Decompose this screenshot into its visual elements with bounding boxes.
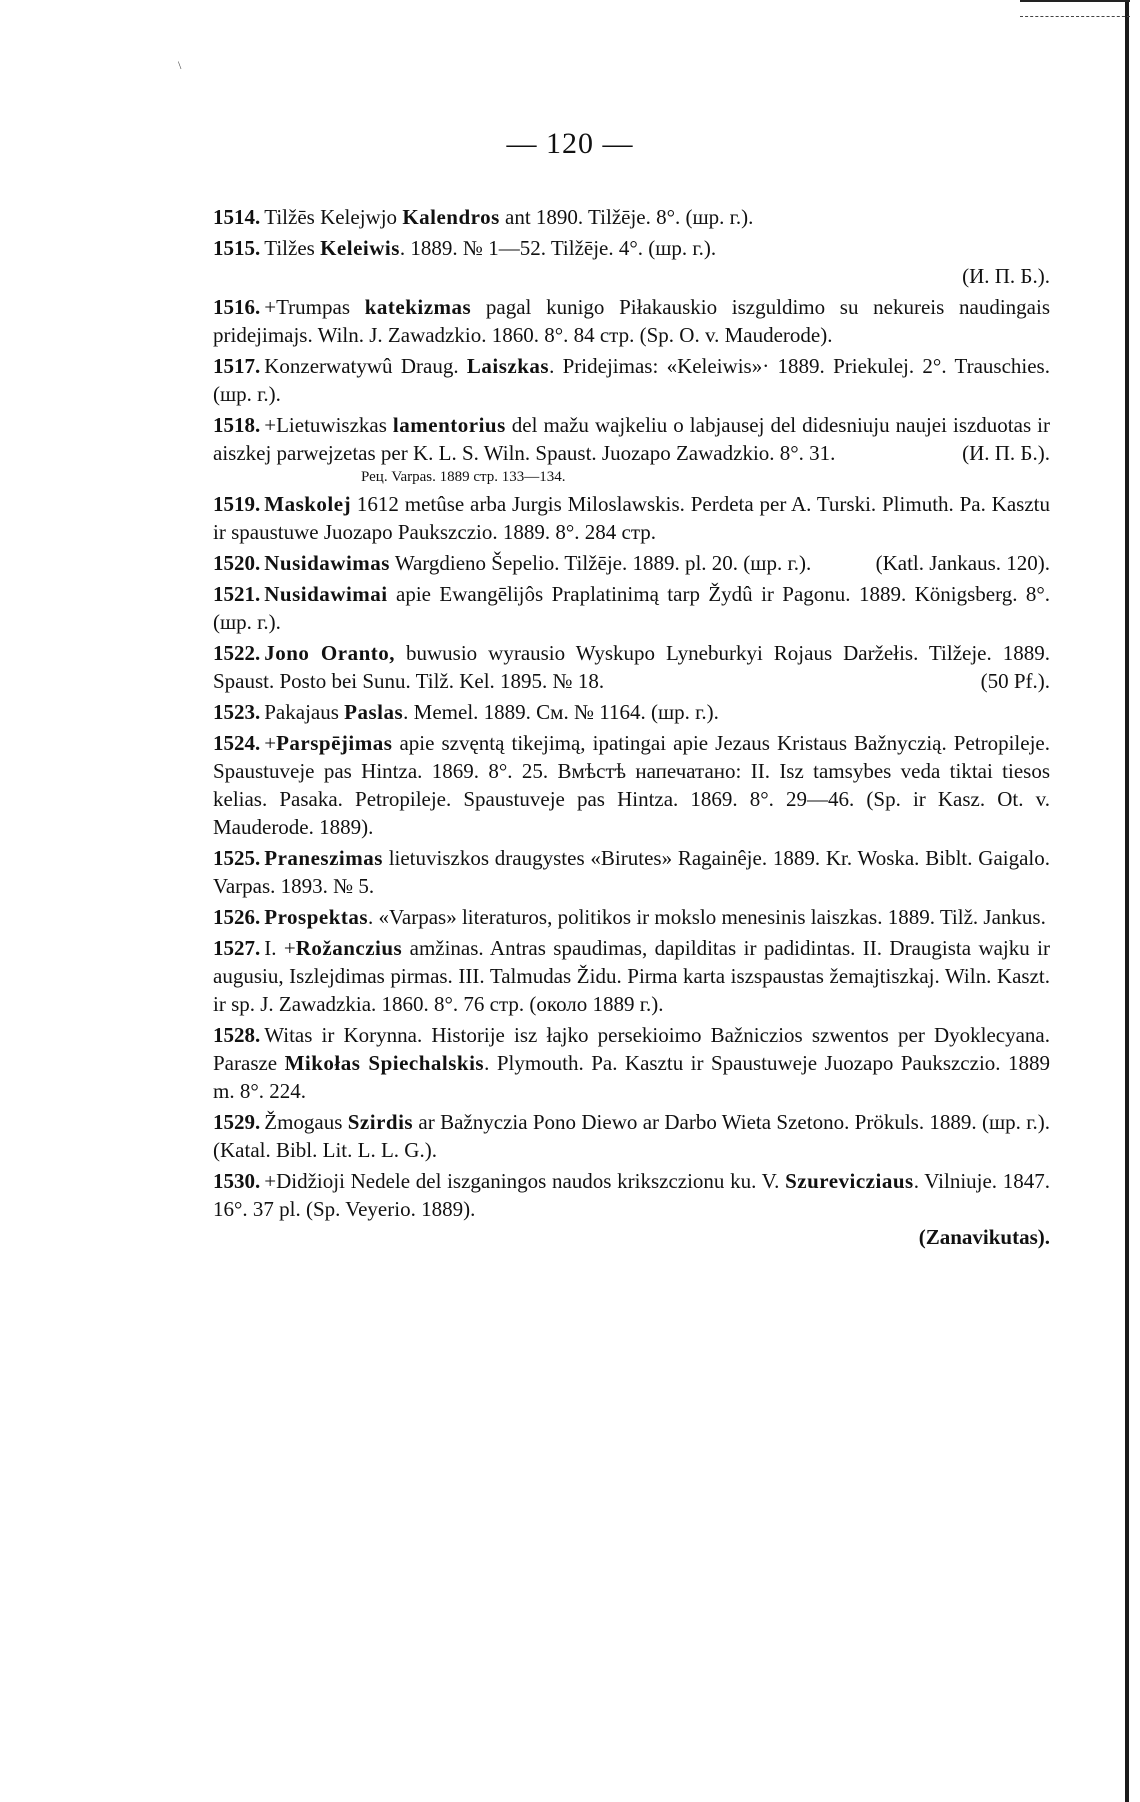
entry-keyword: Parspējimas — [276, 731, 393, 755]
stray-mark: \ — [178, 58, 182, 72]
entry-number: 1515. — [213, 236, 261, 260]
entry-keyword: Prospektas — [264, 905, 369, 929]
entry-1529: 1529. Žmogaus Szirdis ar Bažnyczia Pono Diewo ar Darbo Wieta Szetono. Prökuls. 1889. (шр. г.). (Katal. Bibl. Lit. L. L. G.). — [213, 1110, 1050, 1162]
entry-1528: 1528. Witas ir Korynna. Historije isz łajko persekioimo Bažniczios szwentos per Dyoklecyana. Parasze Mikołas Spiechalskis. Plymouth. Pa. Kasztu ir Spaustuweje Juozapo Paukszczio. 1889 m. 8°. 224. — [213, 1023, 1050, 1103]
entry-1515: 1515. Tilžes Keleiwis. 1889. № 1—52. Tilžēje. 4°. (шр. г.). — [213, 236, 717, 260]
entry-1517: 1517. Konzerwatywû Draug. Laiszkas. Pridejimas: «Keleiwis»· 1889. Priekulej. 2°. Trauschies. (шр. г.). — [213, 354, 1050, 406]
entry-keyword: Rožanczius — [295, 936, 403, 960]
entry-1522: 1522. Jono Oranto, buwusio wyrausio Wyskupo Lyneburkyi Rojaus Daržełis. Tilžeje. 1889. Spaust. Posto bei Sunu. Tilž. Kel. 1895. № 18. (50 Pf.). — [213, 641, 1050, 693]
entry-keyword: Kalendros — [402, 205, 500, 229]
entry-source-note: (Zanavikutas). — [918, 1225, 1050, 1249]
entry-keyword: Maskolej — [264, 492, 352, 516]
entry-keyword: katekizmas — [364, 295, 472, 319]
entry-source-note: (Katl. Jankaus. 120). — [875, 551, 1050, 575]
entry-keyword: Keleiwis — [320, 236, 400, 260]
entry-keyword: Praneszimas — [264, 846, 383, 870]
bibliography-list — [213, 203, 1050, 1254]
scan-top-marks — [1020, 0, 1130, 17]
entry-number: 1525. — [213, 846, 261, 870]
entry-keyword: Szirdis — [347, 1110, 414, 1134]
entry-price: (50 Pf.). — [980, 669, 1050, 693]
entry-1514: 1514. Tilžēs Kelejwjo Kalendros ant 1890. Tilžēje. 8°. (шр. г.). — [213, 205, 754, 229]
entry-source-note: (И. П. Б.). — [962, 441, 1050, 465]
entry-keyword: Szurevicziaus — [785, 1169, 914, 1193]
entry-number: 1514. — [213, 205, 261, 229]
entry-keyword: Nusidawimai — [264, 582, 388, 606]
entry-review-note: Рец. Varpas. 1889 стр. 133—134. — [361, 469, 566, 485]
entry-keyword: Nusidawimas — [264, 551, 390, 575]
entry-1523: 1523. Pakajaus Paslas. Memel. 1889. См. № 1164. (шр. г.). — [213, 700, 719, 724]
entry-number: 1516. — [213, 295, 261, 319]
entry-1520: 1520. Nusidawimas Wargdieno Šepelio. Tilžēje. 1889. pl. 20. (шр. г.). (Katl. Jankaus. 120). — [213, 551, 1050, 575]
entry-1519: 1519. Maskolej 1612 metûse arba Jurgis Miloslawskis. Perdeta per A. Turski. Plimuth. Pa. Kasztu ir spaustuwe Juozapo Paukszczio. 1889. 8°. 284 стр. — [213, 492, 1050, 544]
entry-1524: 1524. +Parspējimas apie szvęntą tikejimą, ipatingai apie Jezaus Kristaus Bažnyczią. Petropileje. Spaustuveje pas Hintza. 1869. 8°. 25. Вмѣстѣ напечатано: II. Isz tamsybes veda tiktai tiesos kelias. Pasaka. Petropileje. Spaustuveje pas Hintza. 1869. 8°. 29—46. (Sp. ir Kasz. Ot. v. Mauderode. 1889). — [213, 731, 1050, 839]
entry-keyword: Mikołas Spiechalskis — [284, 1051, 485, 1075]
entry-number: 1529. — [213, 1110, 261, 1134]
entry-1521: 1521. Nusidawimai apie Ewangēlijôs Praplatinimą tarp Žydû ir Pagonu. 1889. Königsberg. 8°. (шр. г.). — [213, 582, 1050, 634]
entry-number: 1522. — [213, 641, 261, 665]
entry-keyword: Laiszkas — [466, 354, 550, 378]
entry-number: 1521. — [213, 582, 261, 606]
entry-number: 1530. — [213, 1169, 261, 1193]
entry-keyword: Jono Oranto, — [264, 641, 395, 665]
entry-keyword: lamentorius — [392, 413, 506, 437]
entry-number: 1523. — [213, 700, 261, 724]
entry-keyword: Paslas — [344, 700, 404, 724]
entry-number: 1526. — [213, 905, 261, 929]
entry-1516: 1516. +Trumpas katekizmas pagal kunigo Piłakauskio iszguldimo su nekureis naudingais pridejimajs. Wiln. J. Zawadzkio. 1860. 8°. 84 стр. (Sp. O. v. Mauderode). — [213, 295, 1050, 347]
entry-1527: 1527. I. +Rožanczius amžinas. Antras spaudimas, dapilditas ir padidintas. II. Draugista wajku ir augusiu, Iszlejdimas pirmas. III. Talmudas Židu. Pirma karta iszspaustas žemajtiszkaj. Wiln. Kaszt. ir sp. J. Zawadzkia. 1860. 8°. 76 стр. (около 1889 г.). — [213, 936, 1050, 1016]
entry-number: 1527. — [213, 936, 261, 960]
entry-1526: 1526. Prospektas. «Varpas» literaturos, politikos ir mokslo menesinis laiszkas. 1889. Tilž. Jankus. — [213, 905, 1046, 929]
entry-number: 1517. — [213, 354, 261, 378]
entry-1530: 1530. +Didžioji Nedele del iszganingos naudos krikszczionu ku. V. Szurevicziaus. Vilniuje. 1847. 16°. 37 pl. (Sp. Veyerio. 1889). — [213, 1169, 1050, 1221]
entry-number: 1528. — [213, 1023, 261, 1047]
page-number: — 120 — — [506, 127, 634, 160]
scan-edge-line — [1125, 0, 1129, 1802]
entry-number: 1520. — [213, 551, 261, 575]
entry-number: 1519. — [213, 492, 261, 516]
entry-number: 1518. — [213, 413, 261, 437]
entry-1525: 1525. Praneszimas lietuviszkos draugystes «Birutes» Ragainêje. 1889. Kr. Woska. Biblt. Gaigalo. Varpas. 1893. № 5. — [213, 846, 1050, 898]
entry-1518: 1518. +Lietuwiszkas lamentorius del mažu wajkeliu o labjausej del didesniuju naujei iszduotas ir aiszkej parwejzetas per K. L. S. Wiln. Spaust. Juozapo Zawadzkio. 8°. 31. (И. П. Б.). — [213, 413, 1050, 465]
entry-source-note: (И. П. Б.). — [962, 264, 1050, 288]
entry-number: 1524. — [213, 731, 261, 755]
